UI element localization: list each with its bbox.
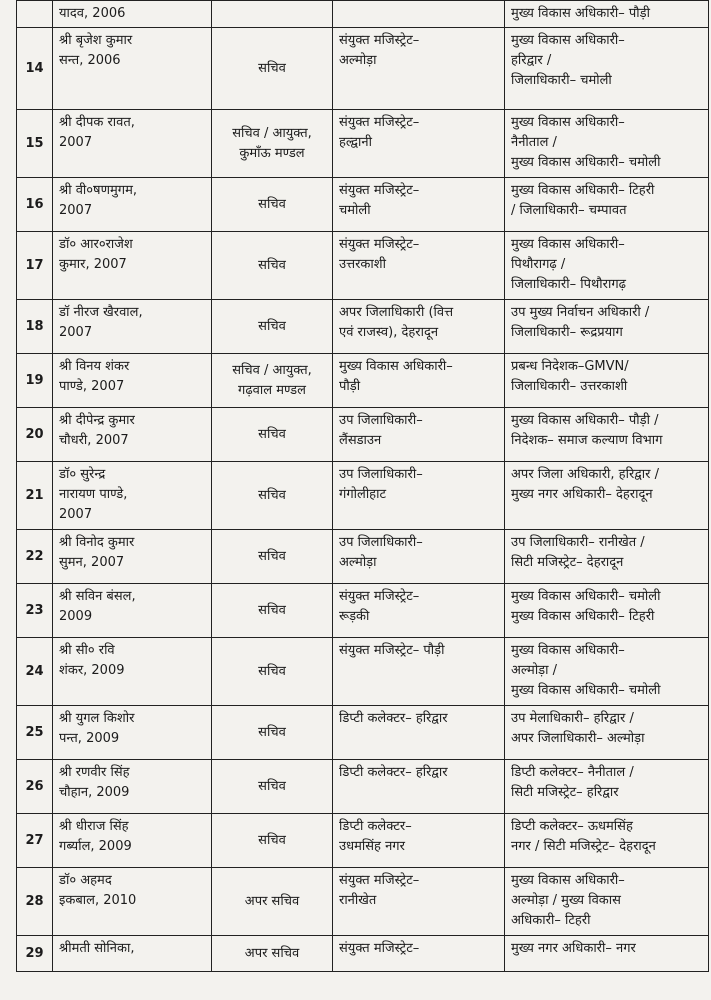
officer-name-cell: श्री दीपेन्द्र कुमार चौधरी, 2007 — [53, 408, 212, 462]
first-posting-cell: डिप्टी कलेक्टर– हरिद्वार — [333, 760, 505, 814]
later-posting-cell: मुख्य विकास अधिकारी– अल्मोड़ा / मुख्य विकास अधिकारी– चमोली — [505, 638, 709, 706]
later-posting-cell: उप जिलाधिकारी– रानीखेत / सिटी मजिस्ट्रेट– देहरादून — [505, 530, 709, 584]
serial-number-cell: 20 — [17, 408, 53, 462]
serial-number-cell: 17 — [17, 232, 53, 300]
designation-cell: सचिव — [212, 408, 333, 462]
table-row — [17, 584, 709, 638]
table-row — [17, 300, 709, 354]
table-row — [17, 232, 709, 300]
officer-name-cell: डॉ० आर०राजेश कुमार, 2007 — [53, 232, 212, 300]
table-row — [17, 28, 709, 110]
serial-number-cell: 16 — [17, 178, 53, 232]
serial-number-cell: 19 — [17, 354, 53, 408]
officer-name-cell: श्री धीराज सिंह गर्ब्याल, 2009 — [53, 814, 212, 868]
first-posting-cell: संयुक्त मजिस्ट्रेट– पौड़ी — [333, 638, 505, 706]
serial-number-cell: 18 — [17, 300, 53, 354]
designation-cell: सचिव — [212, 706, 333, 760]
officer-name-cell: डॉ० सुरेन्द्र नारायण पाण्डे, 2007 — [53, 462, 212, 530]
designation-cell: अपर सचिव — [212, 868, 333, 936]
later-posting-cell: उप मुख्य निर्वाचन अधिकारी / जिलाधिकारी– रूद्रप्रयाग — [505, 300, 709, 354]
later-posting-cell: डिप्टी कलेक्टर– नैनीताल / सिटी मजिस्ट्रेट– हरिद्वार — [505, 760, 709, 814]
designation-cell: सचिव — [212, 232, 333, 300]
table-body — [17, 1, 709, 972]
later-posting-cell: मुख्य विकास अधिकारी– पौड़ी — [505, 1, 709, 28]
first-posting-cell: मुख्य विकास अधिकारी– पौड़ी — [333, 354, 505, 408]
first-posting-cell: संयुक्त मजिस्ट्रेट– हल्द्वानी — [333, 110, 505, 178]
serial-number-cell: 27 — [17, 814, 53, 868]
table-row — [17, 408, 709, 462]
later-posting-cell: मुख्य विकास अधिकारी– अल्मोड़ा / मुख्य विकास अधिकारी– टिहरी — [505, 868, 709, 936]
table-row — [17, 178, 709, 232]
first-posting-cell: संयुक्त मजिस्ट्रेट– अल्मोड़ा — [333, 28, 505, 110]
later-posting-cell: मुख्य विकास अधिकारी– चमोली मुख्य विकास अधिकारी– टिहरी — [505, 584, 709, 638]
officer-name-cell: श्री युगल किशोर पन्त, 2009 — [53, 706, 212, 760]
first-posting-cell: संयुक्त मजिस्ट्रेट– रूड़की — [333, 584, 505, 638]
table-row — [17, 354, 709, 408]
first-posting-cell: संयुक्त मजिस्ट्रेट– चमोली — [333, 178, 505, 232]
later-posting-cell: मुख्य विकास अधिकारी– नैनीताल / मुख्य विकास अधिकारी– चमोली — [505, 110, 709, 178]
first-posting-cell: उप जिलाधिकारी– गंगोलीहाट — [333, 462, 505, 530]
table-row — [17, 760, 709, 814]
designation-cell: सचिव — [212, 760, 333, 814]
designation-cell: सचिव — [212, 584, 333, 638]
later-posting-cell: डिप्टी कलेक्टर– ऊधमसिंह नगर / सिटी मजिस्ट्रेट– देहरादून — [505, 814, 709, 868]
serial-number-cell: 14 — [17, 28, 53, 110]
later-posting-cell: उप मेलाधिकारी– हरिद्वार / अपर जिलाधिकारी– अल्मोड़ा — [505, 706, 709, 760]
officer-name-cell: श्री बृजेश कुमार सन्त, 2006 — [53, 28, 212, 110]
designation-cell: सचिव — [212, 28, 333, 110]
first-posting-cell: उप जिलाधिकारी– अल्मोड़ा — [333, 530, 505, 584]
serial-number-cell: 22 — [17, 530, 53, 584]
officer-name-cell: श्री सी० रवि शंकर, 2009 — [53, 638, 212, 706]
officer-name-cell: श्री वी०षणमुगम, 2007 — [53, 178, 212, 232]
officer-name-cell: यादव, 2006 — [53, 1, 212, 28]
serial-number-cell: 25 — [17, 706, 53, 760]
officer-name-cell: श्री विनोद कुमार सुमन, 2007 — [53, 530, 212, 584]
designation-cell: सचिव — [212, 462, 333, 530]
table-row — [17, 1, 709, 28]
serial-number-cell: 28 — [17, 868, 53, 936]
designation-cell — [212, 1, 333, 28]
table-row — [17, 706, 709, 760]
officer-posting-table — [16, 0, 709, 972]
later-posting-cell: मुख्य विकास अधिकारी– हरिद्वार / जिलाधिकारी– चमोली — [505, 28, 709, 110]
officer-name-cell: श्रीमती सोनिका, — [53, 936, 212, 972]
designation-cell: सचिव — [212, 530, 333, 584]
designation-cell: अपर सचिव — [212, 936, 333, 972]
serial-number-cell: 29 — [17, 936, 53, 972]
first-posting-cell: डिप्टी कलेक्टर– हरिद्वार — [333, 706, 505, 760]
later-posting-cell: मुख्य विकास अधिकारी– टिहरी / जिलाधिकारी– चम्पावत — [505, 178, 709, 232]
officer-name-cell: डॉ० अहमद इकबाल, 2010 — [53, 868, 212, 936]
later-posting-cell: अपर जिला अधिकारी, हरिद्वार / मुख्य नगर अधिकारी– देहरादून — [505, 462, 709, 530]
serial-number-cell — [17, 1, 53, 28]
designation-cell: सचिव — [212, 178, 333, 232]
table-row — [17, 530, 709, 584]
table-row — [17, 936, 709, 972]
designation-cell: सचिव / आयुक्त, कुमाँऊ मण्डल — [212, 110, 333, 178]
table-row — [17, 814, 709, 868]
officer-name-cell: डॉ नीरज खैरवाल, 2007 — [53, 300, 212, 354]
table-row — [17, 110, 709, 178]
first-posting-cell: उप जिलाधिकारी– लैंसडाउन — [333, 408, 505, 462]
officer-name-cell: श्री सविन बंसल, 2009 — [53, 584, 212, 638]
serial-number-cell: 15 — [17, 110, 53, 178]
table-row — [17, 868, 709, 936]
later-posting-cell: मुख्य नगर अधिकारी– नगर — [505, 936, 709, 972]
first-posting-cell: संयुक्त मजिस्ट्रेट– — [333, 936, 505, 972]
first-posting-cell — [333, 1, 505, 28]
officer-name-cell: श्री दीपक रावत, 2007 — [53, 110, 212, 178]
designation-cell: सचिव — [212, 300, 333, 354]
later-posting-cell: मुख्य विकास अधिकारी– पौड़ी / निदेशक– समाज कल्याण विभाग — [505, 408, 709, 462]
designation-cell: सचिव — [212, 814, 333, 868]
table-row — [17, 462, 709, 530]
officer-name-cell: श्री विनय शंकर पाण्डे, 2007 — [53, 354, 212, 408]
later-posting-cell: प्रबन्ध निदेशक–GMVN/ जिलाधिकारी– उत्तरकाशी — [505, 354, 709, 408]
officer-name-cell: श्री रणवीर सिंह चौहान, 2009 — [53, 760, 212, 814]
serial-number-cell: 24 — [17, 638, 53, 706]
serial-number-cell: 21 — [17, 462, 53, 530]
first-posting-cell: संयुक्त मजिस्ट्रेट– उत्तरकाशी — [333, 232, 505, 300]
serial-number-cell: 23 — [17, 584, 53, 638]
later-posting-cell: मुख्य विकास अधिकारी– पिथौरागढ़ / जिलाधिकारी– पिथौरागढ़ — [505, 232, 709, 300]
first-posting-cell: अपर जिलाधिकारी (वित्त एवं राजस्व), देहरादून — [333, 300, 505, 354]
table-row — [17, 638, 709, 706]
serial-number-cell: 26 — [17, 760, 53, 814]
designation-cell: सचिव / आयुक्त, गढ़वाल मण्डल — [212, 354, 333, 408]
first-posting-cell: डिप्टी कलेक्टर– उधमसिंह नगर — [333, 814, 505, 868]
first-posting-cell: संयुक्त मजिस्ट्रेट– रानीखेत — [333, 868, 505, 936]
designation-cell: सचिव — [212, 638, 333, 706]
